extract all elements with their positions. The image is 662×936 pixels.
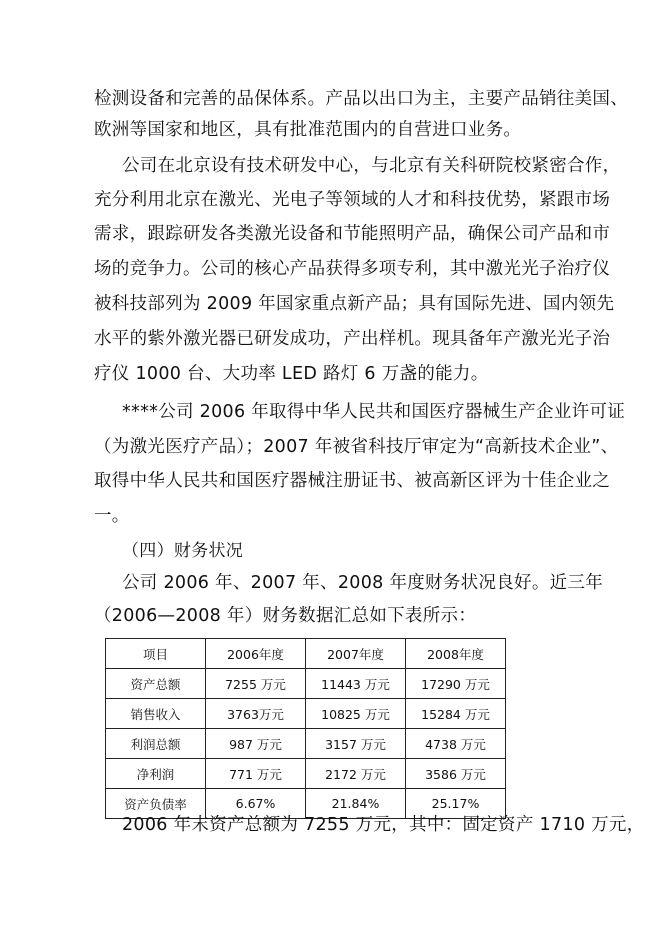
table-cell: 2172 万元 <box>306 759 406 789</box>
table-cell: 净利润 <box>106 759 206 789</box>
paragraph-line: 2006 年末资产总额为 7255 万元，其中：固定资产 1710 万元， <box>122 815 645 835</box>
table-header-cell: 2007年度 <box>306 639 406 669</box>
paragraph-line: 公司在北京设有技术研发中心，与北京有关科研院校紧密合作， <box>122 156 621 176</box>
table-cell: 资产负债率 <box>106 789 206 819</box>
table-header-cell: 2008年度 <box>406 639 506 669</box>
table-row <box>106 729 506 759</box>
table-header-cell: 项目 <box>106 639 206 669</box>
table-row <box>106 669 506 699</box>
paragraph-line: （2006—2008 年）财务数据汇总如下表所示： <box>94 606 477 626</box>
table-cell: 7255 万元 <box>206 669 306 699</box>
paragraph-line: 场的竞争力。公司的核心产品获得多项专利，其中激光光子治疗仪 <box>94 259 611 279</box>
table-cell: 25.17% <box>406 789 506 819</box>
table-cell: 3763万元 <box>206 699 306 729</box>
paragraph-line: 取得中华人民共和国医疗器械注册证书、被高新区评为十佳企业之 <box>94 471 611 491</box>
table-cell: 资产总额 <box>106 669 206 699</box>
table-cell: 987 万元 <box>206 729 306 759</box>
section-heading: （四）财务状况 <box>122 541 244 561</box>
paragraph-line: 疗仪 1000 台、大功率 LED 路灯 6 万盏的能力。 <box>94 364 489 384</box>
table-cell: 15284 万元 <box>406 699 506 729</box>
table-cell: 17290 万元 <box>406 669 506 699</box>
paragraph-line: 一。 <box>94 506 130 526</box>
table-cell: 10825 万元 <box>306 699 406 729</box>
table-cell: 3586 万元 <box>406 759 506 789</box>
table-row <box>106 759 506 789</box>
paragraph-line: （为激光医疗产品）；2007 年被省科技厅审定为“高新技术企业”、 <box>94 437 619 457</box>
table-cell: 11443 万元 <box>306 669 406 699</box>
paragraph-line: 欧洲等国家和地区，具有批准范围内的自营进口业务。 <box>94 120 522 140</box>
paragraph-line: ****公司 2006 年取得中华人民共和国医疗器械生产企业许可证 <box>122 402 626 422</box>
financial-table <box>105 638 506 819</box>
paragraph-line: 水平的紫外激光器已研发成功，产出样机。现具备年产激光光子治 <box>94 329 611 349</box>
table-cell: 销售收入 <box>106 699 206 729</box>
table-header-cell: 2006年度 <box>206 639 306 669</box>
table-cell: 3157 万元 <box>306 729 406 759</box>
table-cell: 利润总额 <box>106 729 206 759</box>
paragraph-line: 被科技部列为 2009 年国家重点新产品；具有国际先进、国内领先 <box>94 294 615 314</box>
table-cell: 771 万元 <box>206 759 306 789</box>
table-cell: 21.84% <box>306 789 406 819</box>
paragraph-line: 需求，跟踪研发各类激光设备和节能照明产品，确保公司产品和市 <box>94 224 611 244</box>
table-header-row <box>106 639 506 669</box>
paragraph-line: 充分利用北京在激光、光电子等领域的人才和科技优势，紧跟市场 <box>94 190 611 210</box>
table-cell: 4738 万元 <box>406 729 506 759</box>
paragraph-line: 检测设备和完善的品保体系。产品以出口为主，主要产品销往美国、 <box>94 89 628 109</box>
table-cell: 6.67% <box>206 789 306 819</box>
paragraph-line: 公司 2006 年、2007 年、2008 年度财务状况良好。近三年 <box>122 573 604 593</box>
table-row <box>106 699 506 729</box>
